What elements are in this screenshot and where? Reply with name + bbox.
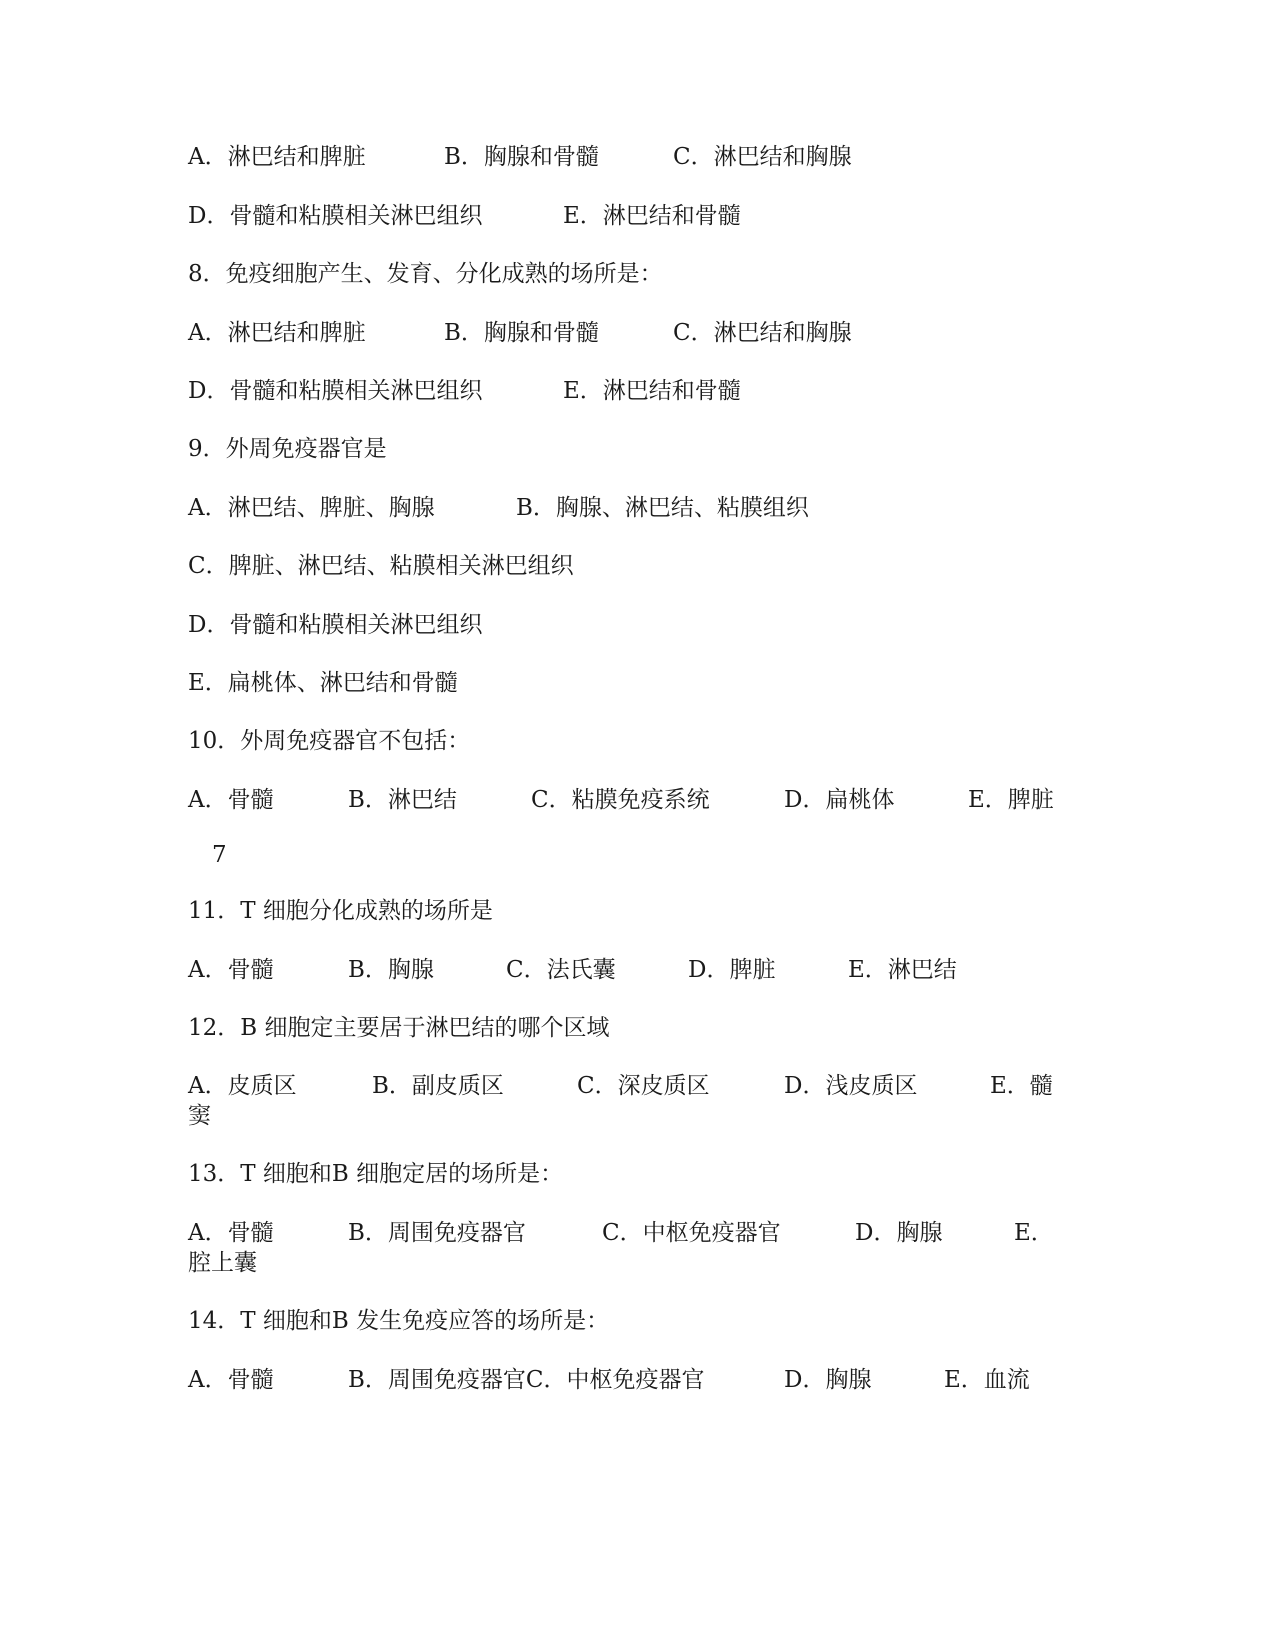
option-e: E．淋巴结和骨髓 bbox=[563, 378, 741, 404]
option-c: C．中枢免疫器官 bbox=[602, 1220, 781, 1246]
option-e: E．血流 bbox=[944, 1367, 1030, 1393]
option-e: E． bbox=[1014, 1220, 1054, 1246]
option-b: B．胸腺 bbox=[348, 957, 434, 983]
option-e: E．扁桃体、淋巴结和骨髓 bbox=[188, 670, 458, 696]
option-b: B．胸腺、淋巴结、粘膜组织 bbox=[516, 495, 809, 521]
option-c: C．脾脏、淋巴结、粘膜相关淋巴组织 bbox=[188, 553, 574, 579]
option-a: A．淋巴结和脾脏 bbox=[188, 144, 366, 170]
option-b: B．淋巴结 bbox=[348, 787, 457, 813]
option-e-continuation: 腔上囊 bbox=[188, 1250, 257, 1276]
option-b: B．周围免疫器官C．中枢免疫器官 bbox=[348, 1367, 705, 1393]
option-a: A．淋巴结和脾脏 bbox=[188, 320, 366, 346]
page-number: 7 bbox=[212, 842, 227, 868]
option-e: E．髓 bbox=[990, 1073, 1053, 1099]
option-c: C．淋巴结和胸腺 bbox=[673, 320, 852, 346]
option-a: A．淋巴结、脾脏、胸腺 bbox=[188, 495, 435, 521]
option-a: A．骨髓 bbox=[188, 1367, 274, 1393]
option-d: D．扁桃体 bbox=[784, 787, 895, 813]
option-d: D．骨髓和粘膜相关淋巴组织 bbox=[188, 203, 483, 229]
question-12: 12．B 细胞定主要居于淋巴结的哪个区域 bbox=[188, 1015, 610, 1041]
option-row bbox=[188, 1216, 1108, 1286]
option-b: B．胸腺和骨髓 bbox=[444, 320, 599, 346]
option-b: B．胸腺和骨髓 bbox=[444, 144, 599, 170]
option-c: C．法氏囊 bbox=[506, 957, 616, 983]
question-11: 11．T 细胞分化成熟的场所是 bbox=[188, 898, 493, 924]
question-14: 14．T 细胞和B 发生免疫应答的场所是： bbox=[188, 1308, 610, 1334]
option-c: C．深皮质区 bbox=[577, 1073, 710, 1099]
option-b: B．周围免疫器官 bbox=[348, 1220, 526, 1246]
question-8: 8．免疫细胞产生、发育、分化成熟的场所是： bbox=[188, 261, 663, 287]
option-d: D．脾脏 bbox=[688, 957, 776, 983]
question-13: 13．T 细胞和B 细胞定居的场所是： bbox=[188, 1161, 564, 1187]
option-e: E．淋巴结和骨髓 bbox=[563, 203, 741, 229]
option-c: C．粘膜免疫系统 bbox=[531, 787, 710, 813]
option-d: D．浅皮质区 bbox=[784, 1073, 918, 1099]
option-d: D．骨髓和粘膜相关淋巴组织 bbox=[188, 612, 483, 638]
question-10: 10．外周免疫器官不包括： bbox=[188, 728, 471, 754]
option-d: D．胸腺 bbox=[855, 1220, 943, 1246]
option-c: C．淋巴结和胸腺 bbox=[673, 144, 852, 170]
option-e: E．脾脏 bbox=[968, 787, 1054, 813]
option-e-continuation: 窦 bbox=[188, 1103, 211, 1129]
option-d: D．胸腺 bbox=[784, 1367, 872, 1393]
option-a: A．骨髓 bbox=[188, 1220, 274, 1246]
question-9: 9．外周免疫器官是 bbox=[188, 436, 387, 462]
option-a: A．骨髓 bbox=[188, 787, 274, 813]
option-d: D．骨髓和粘膜相关淋巴组织 bbox=[188, 378, 483, 404]
option-row bbox=[188, 1069, 1108, 1139]
option-a: A．皮质区 bbox=[188, 1073, 297, 1099]
option-b: B．副皮质区 bbox=[372, 1073, 504, 1099]
option-e: E．淋巴结 bbox=[848, 957, 957, 983]
option-a: A．骨髓 bbox=[188, 957, 274, 983]
